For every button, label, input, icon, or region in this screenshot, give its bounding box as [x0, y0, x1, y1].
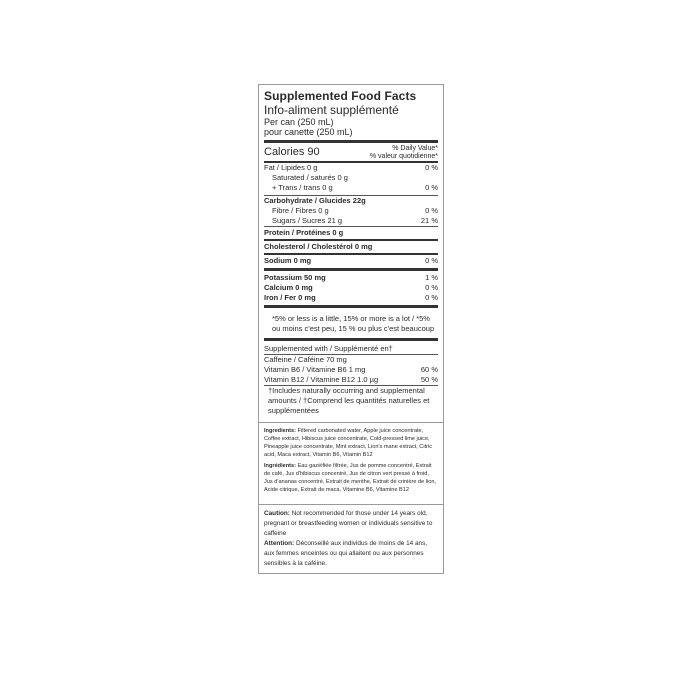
nutrient-row-fat — [264, 163, 438, 173]
daily-value-fr: % valeur quotidienne* — [369, 153, 438, 160]
ingredients-en-heading: Ingredients: — [264, 428, 297, 434]
serving-size-fr: pour canette (250 mL) — [264, 127, 353, 137]
caution-fr-heading: Attention: — [264, 540, 295, 547]
nutrient-label: Protein / Protéines 0 g — [264, 228, 344, 237]
caution-en-text: Not recommended for those under 14 years old, pregnant or breastfeeding women or individuals sensitive to caffeine — [264, 510, 433, 537]
caution-en — [264, 509, 438, 539]
nutrient-label: Fibre / Fibres 0 g — [272, 206, 329, 215]
nutrient-dv: 0 % — [425, 183, 438, 192]
thick-divider — [264, 338, 438, 341]
nutrient-dv: 0 % — [425, 293, 438, 302]
nutrient-row-fibre — [264, 206, 438, 216]
label-title-en: Supplemented Food Facts — [264, 89, 417, 103]
nutrient-label: Carbohydrate / Glucides 22g — [264, 196, 366, 205]
nutrient-label: Cholesterol / Cholestérol 0 mg — [264, 242, 373, 251]
ingredients-en — [264, 427, 438, 459]
nutrient-row-carbohydrate — [264, 196, 438, 206]
ingredients-fr-text: Eau gazéifiée filtrée, Jus de pomme concentré, Extrait de café, Jus d'hibiscus concentré, Jus de citron vert pressé à froid, Jus d'ananas concentré, Extrait de menthe, Extrait de crinière de lion, Acide citrique, Extrait de maca, Vitamine B6, Vitamine B12 — [264, 463, 437, 493]
nutrient-row-trans — [264, 183, 438, 193]
label-title-fr: Info-aliment supplémenté — [264, 103, 399, 117]
ingredients-fr — [264, 462, 438, 494]
supplement-dv: 50 % — [420, 375, 438, 384]
supplemented-footnote: †Includes naturally occurring and supplemental amounts / †Comprend les quantités naturelles et supplémentées — [268, 386, 430, 415]
ingredients-en-text: Filtered carbonated water, Apple juice concentrate, Coffee extract, Hibiscus juice concentrate, Cold-pressed lime juice, Pineapple juice concentrate, Mint extract, Lion's mane extract, Citric acid, Maca extract, Vitamin B6, Vitamin B12 — [264, 428, 433, 458]
nutrient-label: Fat / Lipides 0 g — [264, 163, 318, 172]
thick-divider — [264, 268, 438, 271]
daily-value-footnote: *5% or less is a little, 15% or more is a lot / *5% ou moins c'est peu, 15 % ou plus c'est beaucoup — [272, 314, 435, 333]
daily-value-header — [370, 145, 438, 161]
nutrient-label: Calcium 0 mg — [264, 283, 313, 292]
caution-section — [259, 504, 443, 573]
nutrient-row-protein — [264, 227, 438, 239]
thick-divider — [264, 140, 438, 143]
nutrient-label: Potassium 50 mg — [264, 273, 326, 282]
supplement-row-b6 — [264, 365, 438, 375]
nutrient-dv: 0 % — [425, 283, 438, 292]
nutrient-row-potassium — [264, 273, 438, 283]
nutrient-dv: 0 % — [425, 256, 438, 265]
thick-divider — [264, 305, 438, 308]
calories-row — [264, 145, 438, 161]
caution-en-heading: Caution: — [264, 510, 290, 517]
supplemented-header: Supplemented with / Supplémenté en† — [264, 344, 393, 353]
nutrient-row-cholesterol — [264, 241, 438, 253]
serving-size-en: Per can (250 mL) — [264, 117, 334, 127]
nutrient-label: Saturated / saturés 0 g — [272, 173, 348, 182]
nutrient-label: + Trans / trans 0 g — [272, 183, 333, 192]
nutrient-row-sodium — [264, 255, 438, 267]
nutrient-label: Iron / Fer 0 mg — [264, 293, 316, 302]
nutrient-row-iron — [264, 293, 438, 303]
supplement-label: Vitamin B6 / Vitamine B6 1 mg — [264, 365, 366, 374]
nutrient-dv: 0 % — [425, 206, 438, 215]
calories-value: Calories 90 — [264, 146, 320, 158]
caution-fr-text: Déconseillé aux individus de moins de 14 ans, aux femmes enceintes ou qui allaitent ou aux personnes sensibles à la caféine. — [264, 540, 428, 567]
ingredients-section — [259, 422, 443, 498]
supplement-dv: 60 % — [420, 365, 438, 374]
ingredients-fr-heading: Ingrédients: — [264, 463, 297, 469]
nutrient-row-sugars — [264, 216, 438, 226]
supplement-label: Vitamin B12 / Vitamine B12 1.0 µg — [264, 375, 379, 384]
daily-value-en: % Daily Value* — [392, 145, 438, 152]
supplement-row-b12 — [264, 375, 438, 385]
nutrient-row-calcium — [264, 283, 438, 293]
nutrient-row-saturated — [264, 173, 438, 183]
nutrition-facts-table — [259, 85, 443, 422]
supplement-caffeine: Caffeine / Caféine 70 mg — [264, 355, 347, 364]
nutrient-dv: 0 % — [425, 163, 438, 172]
nutrient-dv: 1 % — [425, 273, 438, 282]
nutrient-label: Sugars / Sucres 21 g — [272, 216, 343, 225]
nutrition-label-panel — [258, 84, 444, 574]
caution-fr — [264, 539, 438, 569]
nutrient-dv: 21 % — [420, 216, 438, 225]
nutrient-label: Sodium 0 mg — [264, 256, 312, 265]
